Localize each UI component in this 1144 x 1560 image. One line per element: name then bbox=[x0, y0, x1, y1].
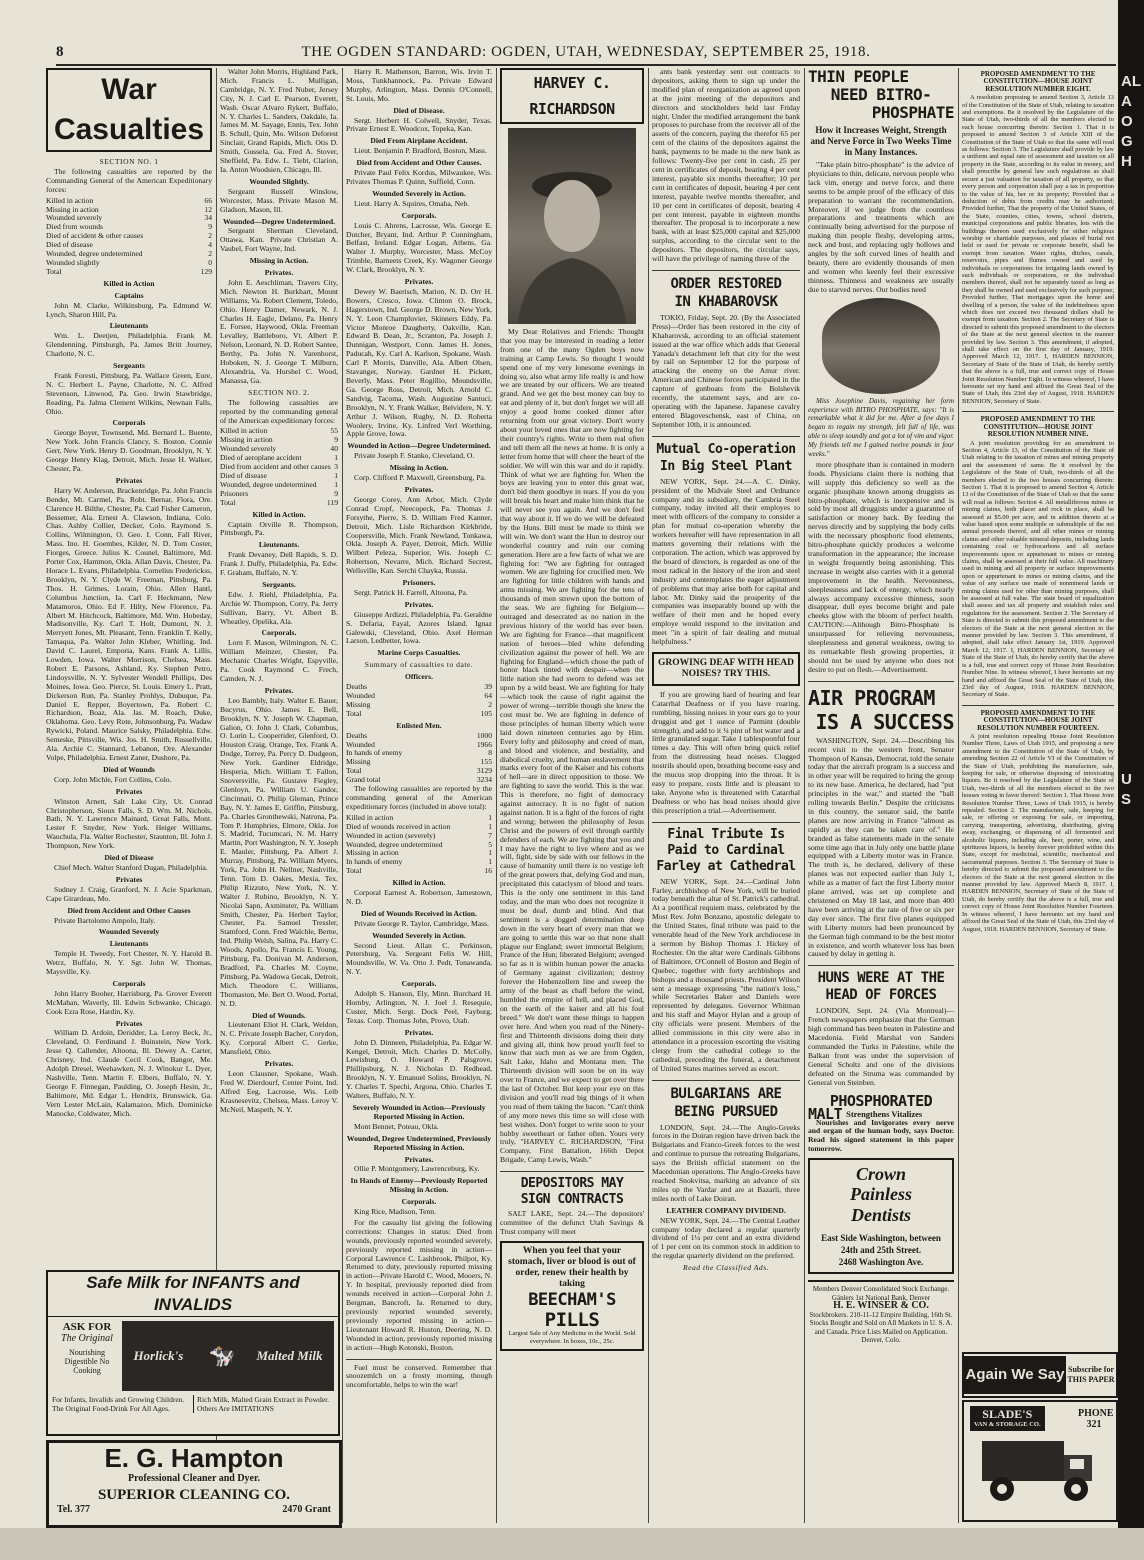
slades-ad bbox=[962, 1400, 1118, 1522]
subhead: Wounded, Degree Undetermined, Previously Reported Missing in Action. bbox=[346, 1133, 492, 1152]
stat-row: Total 105 bbox=[346, 708, 492, 718]
name-list: Sergt. Herbert H. Colwell, Snyder, Texas. Private Ernest E. Woodcox, Topeka, Kan. bbox=[346, 115, 492, 134]
malted-milk-name: Malted Milk bbox=[256, 1348, 323, 1363]
subhead: Privates bbox=[115, 874, 143, 884]
bulgarians-text: LONDON, Sept. 24.—The Anglo-Greeks forces in the Doiran region have driven back the Bulgarians and Franco-Greek forces to the west and continue to pursue the retreating Bulgarians, says the British official statement on the Macedonian operations. The Anglo-Greeks have reached Snokvitsa, marking an advance of six miles up the Vardar and are at Bazarli, three miles north of Lake Doiran. bbox=[652, 1122, 800, 1203]
khabarovsk-text: TOKIO, Friday, Sept. 20. (By the Associated Press)—Order has been restored in the city of Khabarovsk, according to an official statement issued at the war office which adds that General Yanada's detachment left that city for the west by rail on September 12 for the purpose of attacking the enemy on the Amur river. American and Chinese forces participated in the capture of gunboats from the Bolshevik recently, the statement says, and are co-operating with the Japanese. Japanese cavalry entered Blagoveschensk, east of China, on September 10th, it is announced. bbox=[652, 312, 800, 429]
amendment-8-title: PROPOSED AMENDMENT TO THE CONSTITUTION—HOUSE JOINT RESOLUTION NUMBER EIGHT. bbox=[980, 70, 1096, 93]
subhead: Privates bbox=[115, 475, 143, 485]
stat-row: Killed in action 1 bbox=[346, 812, 492, 822]
name-list: Harry W. Anderson, Brackenridge, Pa. John Francis Bender, Mt. Carmel, Pa. Robt. Bernar, Flora, Ore. Clarence H. Bilthe, Chester, Pa. Carl Fisher Cameron, Bessemer, Ala. Ernest A. Clawson, Indiana, Colo. Chas. Ashby Collier, Decker, Colo. Raymond S. Collins, Wilmington, O. Geo. I. Conn, Fall River, Mass. Ino. H. Goembes, Kilder, N. D. Tom Coster, Fiorges, Greece. Julius K. Counel, Baltimore, Md. Porter Cox, Hammon, Okla. Allan Davis, Chester, Pa. Horace L. Evans, Philadelphia. Cornelius Frederickss, Brooklyn, N. Y. Clyde W. Freeman, Pittsburg, Pa. Thos. H. Grimes, Lorain, Ohio. Allen Hantl, Columbus Junction, Ia. Carl F. Heckmann, New Matamoros, Ohio. Ed F. Hilty, New Florence, Pa. Albert M. Hitchcock, Baltimore, Md. Wm. Hobeday, Madisonville, Ky. Carl T. Holt, Dumont, N. J. Merryett Jones, Mt. Pleasant, Tenn. Franklin T. Kelly, Tamaqua, Pa. Walter John Kleber, Whitling, Ind. David C. Laurel, Emporia, Kans. Frank A. Lillis, Lowden, Iowa. Walter Morrison, Chelsea, Mass. Robert E. Parsons, Ashland, Ky. Stephen Petro, Lindoysville, N. Y. Sylvester Wendell Phillips, Des Moines, Iowa. Geo. Pierce, St. Louis. Emery L. Pratt, Dickerson Run, Pa. Stanley Prohlys, Dubuque, Pa. Daniel E. Repper, Boyertown, Pa. Robert C. Richardson, Boaz, Ala. Jas. M. Roach, Duke, Oklahoma. Geo. Levy Rote, Johnsonburg, Pa. Wadaw Rywicki, Poland. Maurice Salsky, Philadelphia. Edw. Semeske, Pittsville, Wis. Jos. H. Smith, Russellville, Ala. Archie C. Stannard, Lebanon, Ore. Alexander Volpe, Philadelphia. Ernest Zaner, Dushore, Pa. bbox=[46, 485, 212, 762]
stat-row: Wounded 64 bbox=[346, 691, 492, 700]
subhead: Severely Wounded in Action—Previously Reported Missing in Action. bbox=[352, 1102, 486, 1121]
column-rule bbox=[496, 68, 497, 1523]
stat-row: Missing in action 12 bbox=[46, 204, 212, 214]
beechams-pills: PILLS bbox=[544, 1308, 600, 1331]
column-4 bbox=[500, 68, 644, 1523]
amendment-14-title: PROPOSED AMENDMENT TO THE CONSTITUTION—HOUSE JOINT RESOLUTION NUMBER FOURTEEN. bbox=[977, 708, 1099, 732]
beechams-tagline: When you feel that your stomach, liver or blood is out of order, renew their health by taking bbox=[508, 1245, 636, 1289]
casualty-stats bbox=[346, 814, 492, 876]
section-heading: SECTION NO. 2. bbox=[248, 387, 310, 397]
bank-text: ants bank yesterday sent out contracts to depositors, asking them to sign up under the modified plan of reorganization as agreed upon at the joint meeting of the depositors and directors and stockholders held last Friday night. Under the modified arrangement the bank proposes to purchase from the receiver all of the assets of the concern, paying the therefor 65 per cent of the claims of the depositors against the bank, payments to be made to the new bank as follows: Twenty-five per cent in cash, 25 per cent in certificates of deposit, bearing 4 per cent interest, payable six months thereafter; 10 per cent in certificates of deposit, bearing 4 per cent interest, payable twelve months thereafter, and 10 per cent in certificates of deposit, bearing 4 per cent interest, payable in eighteen months thereafter. The proposal is to incorporate a new bank, with at least $25,000 capital and $25,000 surplus, according to the circular sent to the depositors. The depositors, the circular says, will have the privilege of naming three of the bbox=[652, 68, 800, 264]
letter-text: My Dear Relatives and Friends: Thought that you may be interested in reading a letter from one of the many Ogden boys now training at Camp Lewis. So thought I would spend one of my very lonesome evenings in doing so, also what army life really is and how we are treated by our officers. We are treated grand. And we get the best money can buy to eat and plenty of it, but don't forget we will all enjoy a good home cooked dinner after returning from our great victory. Don't worry about your loved ones that are now fighting for their country's rights. Write to them real often and tell them all the news at home. It is only a letter from home that will cheer the heart of the soldier. We will win this war and do it rapidly. Think of what we are fighting for. When the boys are leaving you to enter this great war, don't bid them goodbye in tears. If you do you will break his heart and make him think that he will never see you again. And we don't feel that way about it. If we do we will be defeated by the Huns. Bill must be made to think we will win. We don't want the Hun to destroy our wonderful country and ruin our coming generation. Here are a few facts of what we are fighting for: "We are fighting for outraged women. We are fighting for crucified men. We are fighting for little children with hands and arms missing. We are fighting for the tens of thousands of men strewn upon the bottom of the seas. We are fighting for Belgium—outraged and desecrated as no nation in the previous history of the world has ever been. We are fighting for France—that magnificent nation of heroes—bled white defending civilization against the power of hell. We are fighting for England—which chose the path of honor black tinted with despair—when the little nation she had sworn to defend was set upon by a wild beast. We are fighting for Italy—which took the cause of right against the power of wrong—terrible though she knew the cost must be. We are fighting in defence of those principles of human liberty which were laid down nineteen centuries ago by Him. Every lofty and philosophy and creed of man, and blood and violence, and bestiality, and diabolical cruelty, and human enslavement that marks every foot of the Kaiser and his cohorts of hell—are in direct opposition to those. We are fighting to save the world. This is the war. This is therefore, no fight of democracy against autocracy. It is no fight of nation against nation. It is a fight of the forces of right and wrong; between the philosophy of Jesus Christ and the powers of evil through earthly defenders of each. We are fighting that you and I may have the right to live where and as we will, fight, side by side with our fellows in the cause of humanity until there is no vestige left of the great powers that, defying God and man, precipitated this cataclysm of blood and tears. This is the only one sentiment in this land today, and the man who does not recognize it must be deaf, dumb and blind. And that sentiment is a dogged determination deep down in the very heart of every man that we are going to settle this war so that none shall plague our England; sweet immortal Belgium; France of the Hun; liberated Belgium; avenged so far as it is within human power the attacks of Germany against civilization; destroy forever the Hohenzollern line and sweep the army of the beast as chaff before the wind, humbled the empire of hell, and placed God, on the earth of the kaiser and all his foul breed." We don't want these things to happen over here. And when you read of the Ninety-first and Thirteenth divisions doing their duty and giving all, think how proud you'll feel to know that such men as we are from Ogden, Salt Lake, Idaho and Montana men. The Thirteenth division will soon be on its way over to France, and we expect to get over there the last of October. But keep your eye on this division and you'll read big things of it when you read of them taking the bacon. "Can't think of any more news this time so will close with best wishes. Don't forget to write soon to your hubby sweetheart or father often. Yours very truly, "HARVEY C. RICHARDSON, "First Company, First Battalion, 166th Depot Brigade, Camp Lewis, Wash." bbox=[500, 327, 644, 1165]
subhead: Died of Wounds bbox=[103, 764, 155, 774]
phosphorated-name: PHOSPHORATED bbox=[829, 1091, 933, 1110]
column-2 bbox=[220, 68, 338, 1260]
casualty-stats bbox=[46, 197, 212, 277]
winser-members: Members Denver Consolidated Stock Exchange. Gänlers 1st National Bank, Denver bbox=[812, 1285, 950, 1302]
name-list: Corporal Earnest A. Robertson, Jamestown, N. D. bbox=[346, 888, 492, 906]
stat-row: Prisoners 9 bbox=[220, 488, 338, 498]
subhead: Missing in Action. bbox=[389, 463, 449, 473]
name-list: Edw. J. Riehl, Philadelphia, Pa. Archie W. Thompson, Corry, Pa. Jerry Sullivan, Barry, Vt. Albert B. Wheatley, Opelika, Ala. bbox=[220, 589, 338, 626]
horlicks-ad bbox=[46, 1270, 340, 1436]
edge-fragment-top: ALA OGH bbox=[1121, 73, 1141, 170]
slades-phone: PHONE 321 bbox=[1078, 1407, 1114, 1430]
subhead: Corporals. bbox=[401, 210, 437, 220]
phosphorated-text: Nourishes and Invigorates every nerve and organ of the human body, says Doctor. Read his signed statement in this paper tomorrow. bbox=[808, 1117, 954, 1154]
column-3 bbox=[346, 68, 492, 1523]
painless-name: Painless bbox=[849, 1184, 912, 1205]
stat-row: In hands of enemy 8 bbox=[346, 748, 492, 758]
name-list: Adolph S. Hanson, Ely, Minn. Burchard H. Hornby, Arlington, N. J. Joel J. Resequie, Custer, Mich. Sergt. Dock Peel, Fayburg, Texas. Corp. Thomas John, Provo, Utah. bbox=[346, 989, 492, 1025]
name-list: Chief Mech. Walter Stanford Dugan, Philadelphia. bbox=[54, 862, 208, 872]
deaf-ad-text: If you are growing hard of hearing and fear Catarrhal Deafness or if you have roaring, rumbling, hissing noises in your ears go to your druggist and get 1 ounce of Parmint (double strength), and add to it ¼ pint of hot water and a little granulated sugar. Take 1 tablespoonful four times a day. This will often bring quick relief from the distressing head noises. Clogged nostrils should open, breathing become easy and the mucus stop dropping into the throat. It is easy to prepare, costs little and is pleasant to take. Anyone who is threatened with Catarrhal Deafness or who has head noises should give this prescription a trial.—Advertisement. bbox=[652, 689, 800, 815]
air-headline-2: IS A SUCCESS bbox=[815, 709, 954, 734]
subhead: Corporals. bbox=[261, 628, 297, 638]
subhead: Died of Disease. bbox=[393, 105, 445, 115]
subhead: Privates. bbox=[264, 1059, 294, 1069]
name-list: Corp. Clifford P. Maxwell, Greensburg, Pa. bbox=[354, 473, 486, 483]
name-list: Lorn F. Mason, Wilmington, N. C. William Meinzer, Chester, Pa. Mechanic Charles Wright, Espyville, Pa. Cook Raymond C. Frech, Camden, N. J. bbox=[220, 638, 338, 683]
thin-text-continued: more phosphate than is contained in modern foods. Physicians claim there is nothing that will supply this deficiency so well as the organic phosphate known among druggists as bitro-phosphate, which is inexpensive and is sold by most all druggists under a guarantee of satisfaction or money back. By feeding the nerves directly and by supplying the body cells with the necessary phosphoric food elements, bitro-phosphate quickly produces a welcome transformation in the appearance; the increase in weight frequently being astonishing. This increase in weight also carries with it a general improvement in the health. Nervousness, sleeplessness and lack of energy, which nearly always accompany excessive thinness, soon disappear, dull eyes become bright and pale cheeks glow with the bloom of perfect health. CAUTION:—Although Bitro-Phosphate is unsurpassed for relieving nervousness, sleeplessness and general weakness, owing to its remarkable flesh growing properties, it should not be used by anyone who does not desire to put on flesh.—Advertisement. bbox=[808, 459, 954, 674]
casualty-stats bbox=[220, 427, 338, 507]
column-rule bbox=[958, 68, 959, 1523]
phosphorated-tagline: Strengthens Vitalizes bbox=[846, 1108, 923, 1119]
stat-row: Deaths 1000 bbox=[346, 730, 492, 740]
steel-headline-2: In Big Steel Plant bbox=[660, 458, 792, 474]
subhead: Lieutenants bbox=[109, 939, 149, 949]
casualties-intro: The following casualties are reported by the commanding general of the American expeditionary forces (included in above total): bbox=[346, 784, 492, 811]
name-list: Walter John Morris, Highland Park, Mich. Francis L. Mulligan, Cambridge, N. Y. Fred Nuber, Jersey City, N. J. Carl E. Pearson, Everett, Wash. Oscar Alvaro Rykert, Buffalo, N. Y. Charles L. Sanders, Oakdale, Ia. James M. M. Sayage, Ennis, Tex. John B. Schull, Quin, Mo. Wilson Deforest Sinclair, Grand Rapids, Mich. Otis D. Smith, Gussela, Ga. Fred A. Stover, Sheffield, Pa. Edw. L. Tiebt, Clarion, Ia. Anton Woodsien, Chicago, Ill. bbox=[220, 68, 338, 174]
farley-headline-1: Final Tribute Is bbox=[667, 826, 785, 842]
name-list: George Boyer, Townsend, Md. Bernard L. Buente, New York. John Francis Clancy, S. Boston. Connie Gerr, New York. Henry D. Goodman, Brooklyn, N. Y. George Henry Klag, Detroit, Mich. Jesse H. Walker, Chester, Pa. bbox=[46, 428, 212, 473]
farley-text: NEW YORK, Sept. 24.—Cardinal John Farley, archbishop of New York, will be buried today beneath the altar of St. Patrick's cathedral. At a pontifical requiem mass, celebrated by the Most Rev. John Bonzano, apostolic delegate to the United States, final tribute was paid to the venerable head of the New York archdiocese in a sermon by Bishop Thomas J. Hickey of Rochester. On the altar were Cardinals Gibbons of Baltimore, O'Connell of Boston and Begin of Quebec, together with forty archbishops and bishops and a thousand priests. President Wilson sent a message expressing "the nation's loss," while Secretaries Baker and Daniels were represented by delegates. Governor Whitman and his staff and Mayor Hylan and a group of city officials were present. Members of the allied commissions in this city were also in attendance in a procession escorting the visiting clergy from the cathedral college to the cathedral, preceding the funeral, a detachment of United States marines served as escort. bbox=[652, 876, 800, 1073]
stat-row: Died from wounds 9 bbox=[46, 222, 212, 232]
subhead: Wounded Slightly. bbox=[249, 176, 309, 186]
stat-row: Missing in action 9 bbox=[220, 435, 338, 445]
steel-text: NEW YORK, Sept. 24.—A. C. Dinky, president of the Midvale Steel and Ordnance company and its subsidiary, the Cambria Steel company, today invited all their employes to meet with officers of the company to consider a plan for mutual co-operation whereby the workers hereafter will have representation in all matters governing their relations with the corporation. The action, which was approved by the board of directors, is regarded as one of the most radical in the history of the iron and steel industry and contemplates the eager adjustment of problems that may arise both for capital and labor. Mr. Dinky said the prosperity of the companies was inseparably bound up with the welfare of their men and he hoped every employe would respond to the invitation and meet "in a spirit of fair dealing and mutual helpfulness." bbox=[652, 476, 800, 647]
edge-fragment-mid: US bbox=[1121, 771, 1132, 808]
stat-row: Killed in action 66 bbox=[46, 195, 212, 205]
stat-row: Died of disease 1 bbox=[220, 470, 338, 480]
page-number: 8 bbox=[56, 44, 65, 60]
subhead: Wounded Severely in Action. bbox=[372, 188, 466, 198]
stat-row: Missing 2 bbox=[346, 699, 492, 709]
subhead: Corporals. bbox=[401, 1197, 437, 1207]
divider bbox=[652, 270, 800, 271]
divider bbox=[652, 436, 800, 437]
subhead: Privates. bbox=[404, 599, 434, 609]
subhead: Privates. bbox=[404, 1027, 434, 1037]
huns-text: LONDON, Sept. 24. (Via Montreal)—French newspapers emphasize that the German high command has been beaten in Palestine and Macedonia. Field Marshal von Sanders commanded the Turks in Palestine, while the Balkan front was under the supervision of General Scholtz and one of the divisions defeated on the Struma was commanded by General von Steinben. bbox=[808, 1006, 954, 1087]
phone-number: Tel. 377 bbox=[57, 1504, 90, 1515]
subhead: Died from Accident and Other Causes bbox=[67, 905, 191, 915]
stat-row: Total 119 bbox=[220, 497, 338, 507]
bulgarians-headline-1: BULGARIANS ARE bbox=[670, 1085, 782, 1102]
leather-text: NEW YORK, Sept. 24.—The Central Leather company today declared a regular quarterly dividend of 1¼ per cent and an extra dividend of 1 per cent on its common stock in addition to the regular quarterly dividend on the preferred. bbox=[652, 1215, 800, 1261]
depositors-headline-2: SIGN CONTRACTS bbox=[520, 1192, 624, 1208]
portrait-caption: Miss Josephine Davis, regaining her form experience with BITRO PHOSPHATE, says: "It is remarkable what it did for me. After a few days I began to regain my strength, felt full of life, was able to sleep soundly and got a lot of vim and vigor. My friends tell me I gained twelve pounds in four weeks." bbox=[808, 396, 954, 459]
thin-subhead: How it Increases Weight, Strength and Nerve Force in Two Weeks Time in Many Instances. bbox=[810, 125, 952, 157]
casualties-intro: The following casualties are reported by the commanding general of the American expeditionary forces: bbox=[220, 397, 338, 425]
subhead: Privates. bbox=[264, 685, 294, 695]
stat-row: Missing 155 bbox=[346, 757, 492, 767]
name-list: John Harry Booher, Harrisburg, Pa. Grover Everett McMahan, Waverly, Ill. Edwin Schwanke, Chicago. Cook Ezra Rose, Hardin, Ky. bbox=[46, 988, 212, 1016]
column-5 bbox=[652, 68, 800, 1523]
name-list: Frank Devaney, Dell Rapids, S. D. Frank J. Duffy, Philadelphia, Pa. Edw. F. Graham, Buffalo, N. Y. bbox=[220, 550, 338, 578]
name-list: Private George R. Taylor, Cambridge, Mass. bbox=[354, 918, 489, 928]
subhead: Died from Accident and Other Causes. bbox=[356, 158, 482, 168]
name-list: Lieutenant Eliot H. Clark, Weldon, N. C. Private Joseph Bacher, Corydon, Ky. Corporal Albert C. Gerke, Mansfield, Ohio. bbox=[220, 1020, 338, 1057]
subhead: Privates. bbox=[264, 268, 294, 278]
name-list: Leo Bambly, Italy. Walter E. Bauer, Bucyrus, Ohio. James E. Bell, Brooklyn, N. Y. Joseph W. Chapman, Galion, O. John J. Clark, Columbus, O. Lorin L. Cooperrider, Glenford, O. Houston Craig, Orange, Tex. Frank A. Dodge, Torrey, Pa. Percy D. Dudgeon, New York. Gardiner Eldridge, Hesperia, Mich. William T. Fallon, Snoversville, Pa. Gustave Fiegley, Glenloyn, Pa. William U. Gandor, Cincinnati, O. Philip Gleman, Prince Bay, N. Y. James E. Griffin, Pittsburg, Pa. Charles Gronthewski, Natrona, Pa. Tom P. Humphries, Elmore, Okla. Joe S. Madrid, Tucumcari, N. M. Harry Martin, Port Washington, N. Y. Joseph E. Mauler, Pittsburg, Pa. Albert J. Murray, Pittsburg, Pa. William Myers, York, Pa. John H. Nellner, Nashville, Tenn. Tom D. Oakes, Mexia, Tex. Philip Rizzuto, New York, N. Y. Walter J. Rubino, Brooklyn, N. Y. Nicolai Sapn, Axminster, Pa. William Smith, Chester, Pa. Herbert Taylor, Chester, Pa. Samuel Tressler, Stamford, Conn. Fred Walchle, Berne, Ind. Philip Welsh, Salina, Pa. Harry C. Woods, Apollo, Pa. Francis E. Young, Pittsburg, Pa. Donivan M. Anderson, Bradford, Pa. Charles M. Coyne, Pittsburg, Pa. Wadowa Gecak, Detroit, Mich. Theodore C. Williams, Thomaston, Me. Bert O. Wood, Portal, N. D. bbox=[220, 695, 338, 1008]
subhead: Privates. bbox=[404, 277, 434, 287]
stat-row: Wounded severely 34 bbox=[46, 213, 212, 223]
name-list: Sudney J. Craig, Granford, N. J. Acie Sparkman, Cape Girardeau, Mo. bbox=[46, 884, 212, 903]
subhead: Lieutenants bbox=[109, 321, 149, 331]
malt-name: MALT bbox=[808, 1104, 843, 1123]
subhead: Sergeants. bbox=[262, 579, 296, 589]
name-list: William D. Ardoin, Deridder, La. Leroy Beck, Jr., Cleveland, O. Ferdinand J. Buinstein, New York. Jesse Q. Callender, Altoona, Ill. Dewey A. Carter, Chrisney, Ind. Claude Cecil Cook, Bangor, Me. Adolph Dresel, Weehawken, N. J. Winokur L. Dyer, Nashville, Tenn. Martin F. Elbers, Buffalo, N. Y. George F. Finnegan, Paulding, O. Joseph Hesin, Jr., Baltimore, Md. Edgar L. Hendrix, Brunswick, Ga. Vern Lester McLain, Kalamazoo, Mich. Dominicke Manocke, Coldwater, Mich. bbox=[46, 1028, 212, 1118]
masthead bbox=[56, 44, 1116, 66]
summary-line: Summary of casualties to date. bbox=[364, 660, 474, 670]
winser-name: H. E. WINSER & CO. bbox=[833, 1300, 929, 1312]
subhead: Sergeants bbox=[113, 361, 145, 371]
divider bbox=[652, 1080, 800, 1081]
name-list: Frank Foresti, Pittsburg, Pa. Wallace Green, Eure, N. C. Herbert L. Payne, Charlotte, N. C. Alfred Stevenson, Linwood, Pa. Geo. Irwin Stawbridge, Reading, Pa. Jalma Clement Wilkins, Newnan Falls, Ohio. bbox=[46, 370, 212, 416]
column-6 bbox=[808, 68, 954, 1523]
column-rule bbox=[648, 68, 649, 1523]
subhead: Enlisted Men. bbox=[396, 720, 442, 730]
stat-row: Wounded, degree undetermined 1 bbox=[220, 479, 338, 489]
stat-row: Wounded slightly 0 bbox=[46, 257, 212, 267]
divider bbox=[652, 822, 800, 823]
stat-row: Died of accident & other causes 2 bbox=[46, 231, 212, 241]
horlicks-name: Horlick's bbox=[133, 1348, 184, 1363]
name-list: Sergeant Russell Winslow, Worcester, Mass. Private Mason M. Gladson, Mason, Ill. bbox=[220, 186, 338, 214]
name-list: King Rice, Madison, Tenn. bbox=[354, 1207, 437, 1217]
stat-row: Wounded, degree undetermined 2 bbox=[46, 249, 212, 259]
classified-note: Read the Classified Ads. bbox=[682, 1263, 770, 1273]
crown-address-1: East Side Washington, between bbox=[821, 1233, 941, 1244]
name-list: John M. Clarke, Wilkinsburg, Pa. Edmund W. Lynch, Sharon Hill, Pa. bbox=[46, 300, 212, 319]
winser-details: Stockbrokers. 210-11-12 Empire Building, 16th St. Stocks Bought and Sold on All Markets in U. S. A. and Canada. Price Lists Mailed on Application. Denver, Colo. bbox=[809, 1310, 953, 1345]
name-list: Private Bartolomo Ampolo, Italy. bbox=[54, 915, 156, 925]
name-list: Corp. John Michle, Fort Collins, Colo. bbox=[54, 774, 172, 784]
corrections-text: For the casualty list giving the following corrections: Changes in status: Died from wounds, previously reported wounded severely, previously reported missing in action—Corporal Lawrence C. Lashbrook, Philpot, Ky. Returned to duty, previously reported missing in action—Private Harold C. Wood, Mooers, N. Y. In hospital, previously reported died from wounds received in action—Corporal John J. Bergman, Bancroft, Ia. Returned to duty, previously reported wounded severely, previously reported missing in action—Lieutenant Howard R. Huston, Deering, N. D. Wounded in action, previously reported missing in action—Hugh Kotonski, Boston. bbox=[346, 1217, 492, 1352]
stat-row: Died of aeroplane accident 1 bbox=[220, 453, 338, 463]
slades-name: SLADE'S bbox=[982, 1407, 1033, 1421]
name-list: Private Joseph F. Stanko, Cleveland, O. bbox=[354, 451, 475, 461]
steel-headline-1: Mutual Co-operation bbox=[656, 441, 796, 457]
subhead: Wounded in Action—Degree Undetermined. bbox=[347, 441, 491, 451]
name-list: Dewey W. Baerisch, Marion, N. D. Orr H. Bowers, Cresco, Iowa. Clinton O. Brock, Hagerstown, Ind. George D. Brown, New York, N. Y. Leon Champluvier, Skinners Eddy, Pa. Victor Monroe Daugherty, Oakville, Kan. Edward B. Dean, Jr., Scranton, Pa. Joseph J. Dunnigan, Westport, Conn. James H. Jones, Paducah, Ky. Carl A. Karlson, Spokane, Wash. Carl P. Morris, Danville, Ala. Albert Olsen, Stavanger, Norway. Gardner H. Pickett, Beverly, Mass. Peter Rogillio, Moundsville, Ga. George Ross, Detroit, Mich. Arnold C. Sandvig, Tacoma, Wash. Augustine Santuci, Brooklyn, N. Y. Frank Walker, Belvidere, N. Y. Arthur J. Wilson, Rugby, N. D. Roberta Woolery, Irvine, Ky. Linfred Verl Worthing, Apple Grove, Iowa. bbox=[346, 286, 492, 439]
stat-row: Killed in action 55 bbox=[220, 426, 338, 436]
crown-dentists-ad bbox=[808, 1158, 954, 1274]
hampton-name: E. G. Hampton bbox=[104, 1443, 284, 1473]
woman-portrait bbox=[822, 298, 940, 394]
column-7 bbox=[962, 68, 1114, 1523]
name-list: Lieut. Harry A. Squires, Omaha, Neb. bbox=[354, 198, 470, 208]
divider bbox=[808, 965, 954, 966]
name-list: John E. Aeschliman, Travers City, Mich. Newton H. Burkhart, Mount Williams, Va. Robert Clement, Toledo, Ohio. Henry Damer, Newark, N. J. Charles H. Eagle, Delano, Pa. Henry E. Forsee, Haywood, Okla. Freeman Levalley, Battleboro, Vt. Albert P. Nelson, Leonard, N. D. Robert Santee, Berthy, Pa. John N. Varenhorst, Hoboken, N. J. George T. Milburn, Alexandria, Va. Hurshel C. Wood, Manassa, Ga. bbox=[220, 277, 338, 385]
subhead: Marine Corps Casualties. bbox=[377, 648, 461, 658]
amendment-8-text: A resolution proposing to amend Section 3, Article 13 of the Constitution of the State of Utah, relating to taxation and exemptions. Be it resolved by the Legislature of the State of Utah, two-thirds of all the members elected to each house concurring therein: Section 1. That it is proposed to amend Section 3 of Article XIII of the Constitution of the State of Utah so that the same will read as follows: Section 3. The Legislature shall provide by law a uniform and equal rate of assessment and taxation on all property in the State, according to its value in money, and shall prescribe by general law such regulations as shall secure a just valuation for taxation of all property, so that every person and corporation shall pay a tax in proportion to the value of his, her or its property; Provided that a deduction of debts from credits may be authorized; Provided further, That the property of the United States, of the State, counties, cities, towns, school districts, municipal corporations and public libraries, lots with the buildings thereon used exclusively for either religious worship or charitable purposes, and places of burial not held or used for private or corporate benefit, shall be exempt from taxation. Water rights, ditches, canals, reservoirs, pipes and flumes owned and used by individuals or corporations for irrigating lands owned by such individuals or corporations, or the individual members thereof, shall not be separately taxed as long as they shall be owned and used exclusively for such purpose; Provided further, That mortgages upon the home and dwelling of a person, the value of the indebtedness upon which does not exceed two thousand dollars shall be exempt from taxation. Section 2. The Secretary of State is directed to submit this proposed amendment to the electors of the State at the next general election in the manner provided by law. Section 3. This amendment, if adopted, shall take effect on the first day of January, 1919. Approved March 12, 1917. I, HARDEN BENNION, Secretary of State of the State of Utah, do hereby certify that the above is a full, true and correct copy of House Joint Resolution Number Eight. In witness whereof, I have hereunto set my hand and affixed the Great Seal of the State of Utah, this 23rd day of August, 1918. HARDEN BENNION, Secretary of State. bbox=[962, 94, 1114, 405]
bulgarians-headline-2: BEING PURSUED bbox=[674, 1103, 778, 1120]
name-list: Mont Bennet, Poteau, Okla. bbox=[354, 1121, 439, 1131]
stat-row: Total 3129 bbox=[346, 766, 492, 776]
hampton-subtitle: Professional Cleaner and Dyer. bbox=[127, 1473, 261, 1484]
thin-text: "Take plain bitro-phosphate" is the advice of physicians to thin, delicate, nervous people who lack vim, energy and nerve force, and there seems to be ample proof of the efficacy of this preparation to warrant the recommendation. Moreover, if we judge from the countless preparations and treatments which are continually being advertised for the purpose of making thin people fleshy, developing arms, neck and bust, and replacing ugly hollows and angles by the soft curved lines of health and beauty, there are evidently thousands of men and women who keenly feel their excessive thinness. Thinness and weakness are usually due to starved nerves. Our bodies need bbox=[808, 160, 954, 294]
divider bbox=[962, 411, 1114, 412]
stat-row: Died from accident and other causes 3 bbox=[220, 462, 338, 472]
khabarovsk-headline-1: ORDER RESTORED bbox=[670, 275, 782, 292]
subscribe-text: Subscribe for THIS PAPER bbox=[1067, 1365, 1115, 1384]
stat-row: Wounded 1966 bbox=[346, 739, 492, 749]
beechams-footer: Largest Sale of Any Medicine in the World. Sold everywhere. In boxes, 10c., 25c. bbox=[508, 1329, 636, 1345]
subhead: In Hands of Enemy—Previously Reported Missing in Action. bbox=[350, 1176, 488, 1195]
air-text: WASHINGTON, Sept. 24.—Describing his recent visit to the western front, Senator Thompson of Kansas, Democrat, told the senate today that the aircraft program is a success and in other year will be required to bring the group to its new base. America, he declared, had "put principles in the war," and started the "ball rolling towards Berlin." Despite the criticisms in this country, the senator said, the battle planes are now arriving in France "almost as rapidly as they can be taken care of." He branded as false statements made in the senate some time ago that in July only one battle plane equipped with a Liberty motor was in France. The truth is, he declared, delivery of these planes was not expected earlier than July 1, while as a matter of fact the first Liberty motor plane arrived, was set up complete and christened on May 18 last, and more than 400 have been arriving at the rate of five or six per day ever since. The first five planes equipped with Liberty motors had been pronounced by the German high command to be the best motor in existence, and worth whatever loss has been caused by delay in getting it. bbox=[808, 735, 954, 959]
subhead: Privates. bbox=[404, 484, 434, 494]
subhead: Captains bbox=[114, 290, 144, 300]
soldier-silhouette-icon bbox=[508, 128, 636, 324]
name-list: Giuseppe Ardizzi, Philadelphia, Pa. Geraldne S. Defaria, Fayal, Azores Island. Ignaz Galewski, Cleveland, Ohio. Axel Herman Larson, Ledbetter, Iowa. bbox=[346, 609, 492, 646]
stat-row: Total 16 bbox=[346, 866, 492, 876]
stat-row: Wounded severely 40 bbox=[220, 444, 338, 454]
amendment-9-title: PROPOSED AMENDMENT TO THE CONSTITUTION—HOUSE JOINT RESOLUTION NUMBER NINE. bbox=[980, 415, 1096, 439]
subhead: Corporals. bbox=[401, 979, 437, 989]
subhead: Privates. bbox=[404, 1154, 434, 1164]
war-casualties-title: War Casualties bbox=[46, 68, 212, 152]
dentists-name: Dentists bbox=[850, 1205, 911, 1226]
rich-milk-text: Rich Milk, Malted Grain Extract in Powder. Others Are IMITATIONS bbox=[193, 1395, 334, 1413]
crown-address-2: 24th and 25th Street. bbox=[840, 1245, 922, 1256]
enlisted-stats bbox=[346, 732, 492, 785]
superior-cleaning: SUPERIOR CLEANING CO. bbox=[97, 1487, 291, 1503]
section-heading: SECTION NO. 1 bbox=[99, 157, 159, 166]
depositors-text: SALT LAKE, Sept. 24.—The depositors' committee of the defunct Utah Savings & Trust company will meet bbox=[500, 1209, 644, 1236]
khabarovsk-headline-2: IN KHABAROVSK bbox=[674, 293, 778, 310]
farley-headline-2: Paid to Cardinal bbox=[667, 842, 785, 858]
masthead-line: THE OGDEN STANDARD: OGDEN, UTAH, WEDNESDAY, SEPTEMBER 25, 1918. bbox=[301, 44, 871, 60]
name-list: Winston Arnett, Salt Lake City, Ut. Conrad Christopherson, Sioux Falls, S. D. Wm. M. Nichols, Bath, N. Y. Lawrence Mainard, Great Falls, Mont. Lester F. Snyder, New York. Heiger Williams, Wauchula, Fla. Walter Rochester, Staunton, Ill. John J. Thompson, New York. bbox=[46, 796, 212, 851]
stat-row: Total 129 bbox=[46, 266, 212, 276]
huns-headline-2: HEAD OF FORCES bbox=[825, 987, 937, 1004]
cow-icon: 🐄 bbox=[206, 1343, 234, 1368]
horlicks-jar-banner bbox=[122, 1321, 334, 1391]
stat-row: Missing in action 1 bbox=[346, 848, 492, 858]
hampton-ad bbox=[46, 1440, 342, 1528]
subhead: Corporals bbox=[112, 978, 146, 988]
slades-subtitle: VAN & STORAGE CO. bbox=[974, 1421, 1041, 1428]
stat-row: Died of wounds received in action 1 bbox=[346, 821, 492, 831]
subhead: Killed in Action. bbox=[392, 878, 446, 888]
subhead: Died of Wounds Received in Action. bbox=[361, 908, 477, 918]
stat-row: Died of disease 4 bbox=[46, 240, 212, 250]
subhead: Died From Airplane Accident. bbox=[370, 136, 468, 146]
casualties-intro: The following casualties are reported by the Commanding General of the American Expeditionary forces: bbox=[46, 166, 212, 194]
for-infants-text: For Infants, Invalids and Growing Children. The Original Food-Drink For All Ages. bbox=[52, 1395, 185, 1413]
name-list: Second Lieut. Allan C. Perkinson, Petersburg, Va. Sergeant Felix W. Hill, Moundsville, W. Va. Otto J. Pedt, Tonawanda, N. Y. bbox=[346, 940, 492, 977]
name-list: Lieut. Benjamin P. Bradford, Boston, Mass. bbox=[354, 146, 487, 156]
name-list: Louis C. Ahrens, Lacrosse, Wis. George E. Dutcher, Bryant, Ind. Arthur P. Cunningham, Belfast, Ireland. Edgar Logan, Athens, Ga. Walter J. Murphy, Worcester, Mass. McCoy Trimble, Barneets Creek, Ky. Wagoner George W. Clark, Brooklyn, N. Y. bbox=[346, 220, 492, 275]
name-list: George Corey, Ann Arbor, Mich. Clyde Conrad Cropf, Neecopeck, Pa. Thomas J. Forsythe, Pierre, S. D. William Fred Kanner, Detroit, Mich. Lisle Richardson Kirkbride, Coopersville, Mich. Frank Newland, Tonkawa, Okla. Joseph A. Payer, Detroit, Mich. Willie Wilbert Peleza, Superior, Wis. Joseph C. Robertson, Nevarre, Mich. Richard Secrest, Wellsville, Kan. Serchi Chayka, Russia. bbox=[346, 494, 492, 576]
subhead: Officers. bbox=[404, 672, 434, 682]
winser-ad bbox=[808, 1280, 954, 1345]
safe-milk-headline: Safe Milk for INFANTS and INVALIDS bbox=[48, 1272, 338, 1317]
thin-headline-1: THIN PEOPLE bbox=[808, 68, 909, 86]
depositors-headline-1: DEPOSITORS MAY bbox=[520, 1176, 624, 1192]
truck-icon bbox=[964, 1431, 1112, 1509]
richardson-headline: HARVEY C. RICHARDSON bbox=[500, 68, 644, 124]
page-edge bbox=[1118, 0, 1144, 1560]
subhead: Wounded Severely in Action. bbox=[372, 930, 466, 940]
name-list: Sergeant Sherman Cleveland, Ottawa, Kan. Private Christian A. Vaubel, Fort Wayne, Ind. bbox=[220, 226, 338, 254]
thin-headline-2: NEED BITRO- bbox=[830, 85, 932, 104]
stat-row: In hands of enemy 1 bbox=[346, 857, 492, 867]
fuel-note: Fuel must be conserved. Remember that snoozemlch on a frosty morning, though uncomfortable, helps to win the war! bbox=[346, 1362, 492, 1390]
subhead: Wounded Severely bbox=[98, 927, 160, 937]
divider bbox=[500, 1171, 644, 1172]
subhead: Died of Wounds. bbox=[252, 1010, 306, 1020]
name-list: Captain Orville R. Thompson, Pittsburgh, Pa. bbox=[220, 519, 338, 538]
subhead: Killed in Action. bbox=[252, 509, 306, 519]
address: 2470 Grant bbox=[282, 1504, 331, 1515]
divider bbox=[962, 705, 1114, 706]
beechams-name: BEECHAM'S bbox=[528, 1289, 616, 1310]
amendment-9-text: A joint resolution providing for an amendment to Section 4, Article 13, of the Constitution of the State of Utah relating to the taxation of mines and mining property and the assessment of same. Be it resolved by the Legislature of the State of Utah, two-thirds of all the members elected to the two houses concurring therein: Section 1. That it is proposed to amend Section 4, Article 13 of the Constitution of the State of Utah so that the same will read as follows: Section 4. All metalliferous mines or mining claims, both placer and rock in place, shall be assessed at $5.00 per acre, and in addition thereto at a value based upon some multiple or submultiple of the net annual proceeds thereof, and all other mines or mining claims and other valuable mineral deposits, including lands containing coal or hydrocarbons and all surface improvements upon or appurtenant to mines or mining claims, shall be assessed at their full value. All machinery used in mining and all property or surface improvements upon or appurtenant to mines or mining claims, and the value of any surface use made of nonmineral lands or mining claims used for other than mining purposes, shall be assessed at full value. The state board of equalization shall assess and tax all property and establish rules and regulations for the assessment. Section 2. The Secretary of State is directed to submit this proposed amendment to the electors of the State at the next general election in the manner provided by law. Section 3. This amendment, if adopted, shall take effect January 1st, 1919. Approved March 12, 1917. I, HARDEN BENNION, Secretary of State of the State of Utah, do hereby certify that the above is a full, true and correct copy of House Joint Resolution Number Nine. In witness whereof, I have hereunto set my hand and affixed the Great Seal of the State of Utah, this 23rd day of August, 1918. HARDEN BENNION, Secretary of State. bbox=[962, 439, 1114, 699]
page-bottom-margin bbox=[0, 1528, 1144, 1560]
subhead: Died of Disease bbox=[104, 853, 154, 863]
name-list: Ollie P. Montgomery, Lawrenceburg, Ky. bbox=[354, 1164, 480, 1174]
beechams-ad bbox=[500, 1241, 644, 1351]
again-we-say: Again We Say bbox=[964, 1356, 1066, 1394]
subhead: Corporals bbox=[112, 418, 146, 428]
name-list: Sergt. Patrick H. Farrell, Altoona, Pa. bbox=[354, 587, 468, 597]
phosphorated-ad bbox=[808, 1092, 954, 1155]
officer-stats bbox=[346, 683, 492, 719]
name-list: Leon Clausner, Spokane, Wash. Fred W. Dierdourf, Center Point, Ind. Alfred Eeg, Lacrosse, Wis. Leib Krasnesevitz, Chelsea, Mass. Leroy V. McNeil, Maspeth, N. Y. bbox=[220, 1068, 338, 1114]
huns-headline-1: HUNS WERE AT THE bbox=[817, 970, 945, 987]
subscribe-ad bbox=[962, 1352, 1118, 1398]
subhead: Privates bbox=[115, 1018, 143, 1028]
subhead: Prisoners. bbox=[402, 578, 436, 588]
name-list: John D. Dinneen, Philadelphia, Pa. Edgar W. Kengel, Detroit, Mich. Charles D. McColly, Lewisburg, O. Howard P. Palsgrove, Phillipsburg, N. J. Nicholas D. Redhead, Brooklyn, N. Y. Emanuel Solins, Brooklyn, N. Y. Charles T. Spechi, Argona, Ohio. Charles T. Walters, Buffalo, N. Y. bbox=[346, 1037, 492, 1101]
column-rule bbox=[804, 68, 805, 1523]
deaf-ad-headline: GROWING DEAF WITH HEAD NOISES? TRY THIS. bbox=[652, 652, 800, 686]
column-rule bbox=[342, 68, 343, 1523]
name-list: Temple H. Tweedy, Fort Chester, N. Y. Harold B. Wetrz, Buffalo, N. Y. Sgt. John W. Thomas, Maysville, Ky. bbox=[46, 949, 212, 977]
crown-address-3: 2468 Washington Ave. bbox=[838, 1257, 924, 1268]
subhead: Lieutenants. bbox=[258, 540, 300, 550]
ask-for: ASK FOR bbox=[62, 1321, 112, 1333]
name-list: Wm. L. Deetjen, Philadelphia. Frank M. Glendenning, Pittsburgh, Pa. James Britt Journey, Charlotte, N. C. bbox=[46, 331, 212, 359]
subhead: LEATHER COMPANY DIVIDEND. bbox=[666, 1205, 786, 1215]
name-list: Harry R. Mathenson, Barron, Wis. Irvin T. Moss, Tunkhannock, Pa. Private Edward Murphy, Arlington, Mass. Dennis O'Connell, St. Louis, Mo. bbox=[346, 68, 492, 103]
stat-row: Grand total 3234 bbox=[346, 775, 492, 785]
stat-row: Wounded in action (severely) 7 bbox=[346, 830, 492, 840]
original-label: The Original bbox=[61, 1333, 113, 1344]
farley-headline-3: Farley at Cathedral bbox=[656, 858, 796, 874]
subhead: Wounded—Degree Undetermined. bbox=[222, 216, 336, 226]
subhead: Killed in Action bbox=[103, 278, 155, 288]
divider bbox=[346, 1359, 492, 1360]
stat-row: Wounded, degree undetermined 5 bbox=[346, 839, 492, 849]
features: Nourishing Digestible No Cooking bbox=[64, 1348, 110, 1375]
amendment-14-text: A joint resolution repealing House Joint Resolution Number Three, Laws of Utah 1915, and proposing a new amendment to the Constitution of the State of Utah, by amending Section 22 of Article VI of the Constitution of the State of Utah, prohibiting the manufacture, sale, keeping for sale, or otherwise disposing of intoxicating liquors. Be it resolved by the Legislature of the State of Utah, two-thirds of all the members elected to the two houses voting in favor thereof: Section 1. That House Joint Resolution Number Three, Laws of Utah 1915, is hereby repealed. Section 2. The manufacture, sale, keeping for sale, or offering or exposing for sale, or importing, carrying, transporting, advertising, distributing, giving away, exchanging, or dispensing of all fermented and alcoholic liquors, including ale, beer, porter, wine, and spirituous liquors, is hereby forever prohibited within this State, except for medicinal, scientific, mechanical and sacramental purposes. Section 3. The Secretary of State is hereby directed to submit the proposed amendment to the electors of the State at the next general election in the manner provided by law. Approved March 8, 1917. I, HARDEN BENNION, Secretary of State of the State of Utah, do hereby certify that the above is a full, true and correct copy of House Joint Resolution Number Fourteen. In witness whereof, I have hereunto set my hand and affixed the Great Seal of the State of Utah, this 23rd day of August, 1918. HARDEN BENNION, Secretary of State. bbox=[962, 732, 1114, 933]
name-list: Private Paul Felix Kordus, Milwaukee, Wis. Privates Thomas P. Quinn, Suffield, Conn. bbox=[346, 168, 492, 186]
thin-headline-3: PHOSPHATE bbox=[871, 103, 954, 122]
soldier-portrait bbox=[508, 128, 636, 324]
subhead: Privates bbox=[115, 786, 143, 796]
stat-row: Deaths 39 bbox=[346, 682, 492, 692]
subhead: Missing in Action. bbox=[249, 256, 309, 266]
air-headline-1: AIR PROGRAM bbox=[808, 685, 935, 710]
crown-name: Crown bbox=[855, 1164, 907, 1185]
divider bbox=[808, 681, 954, 682]
